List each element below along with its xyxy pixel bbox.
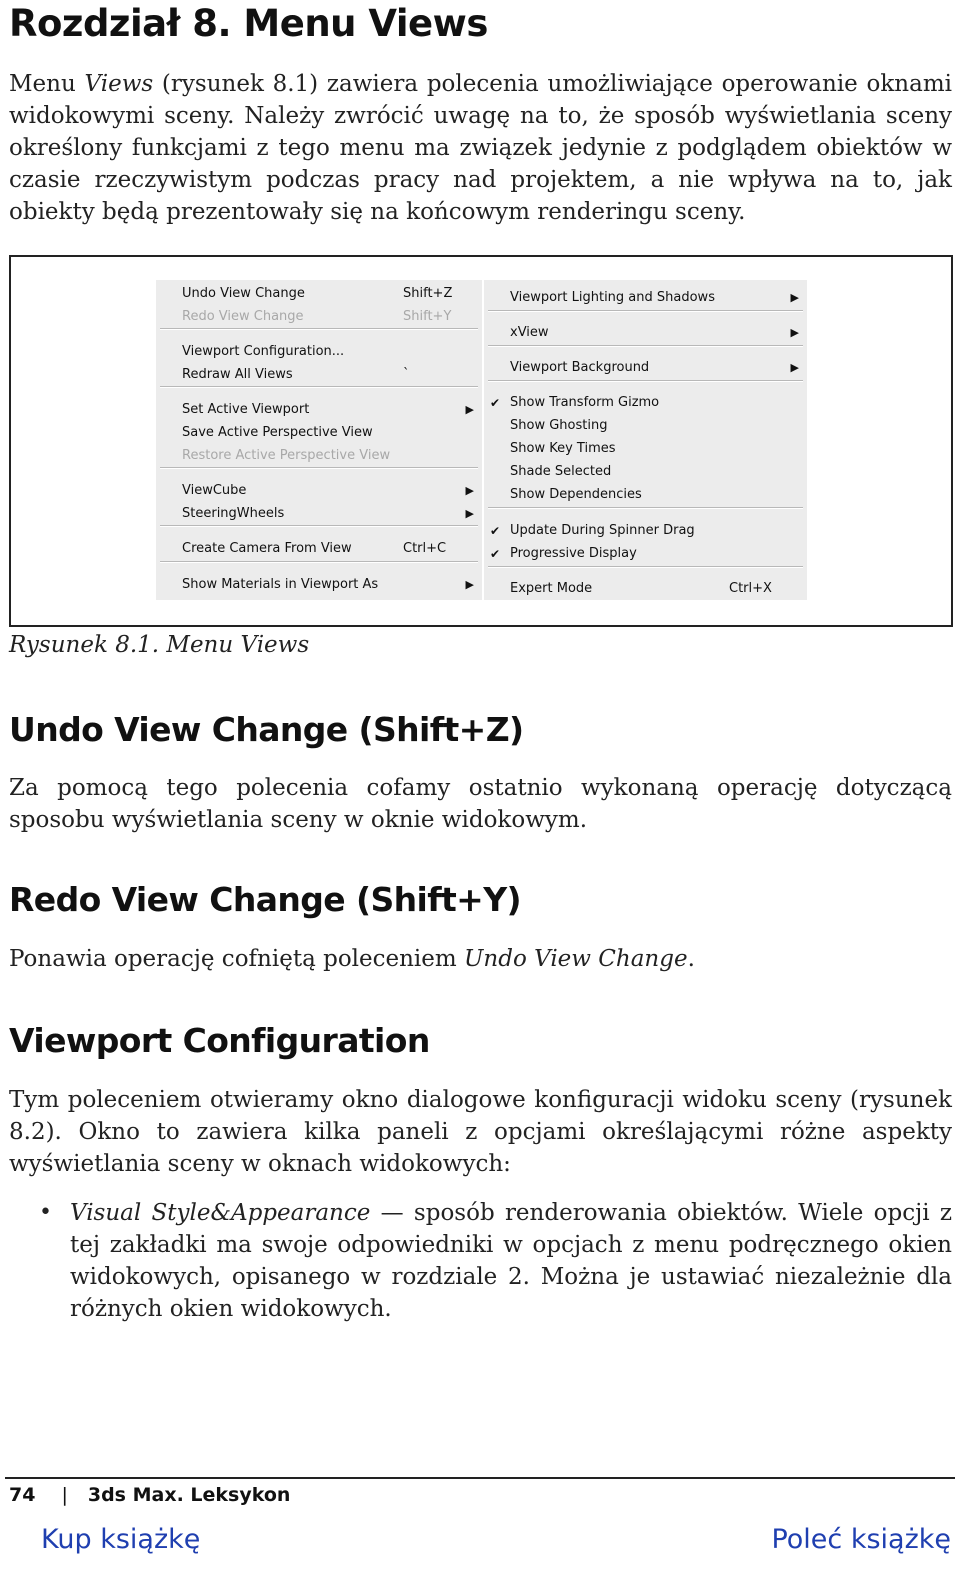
menu-item-expert-mode[interactable] — [484, 578, 807, 600]
footer-separator: | — [61, 1484, 68, 1506]
menu-item-update-during-spinner-drag[interactable] — [484, 520, 807, 542]
menu-item-set-active-viewport[interactable] — [156, 399, 482, 421]
section-text-viewport-config: Tym poleceniem otwieramy okno dialogowe konfiguracji widoku sceny (rysunek 8.2). Okno to zawiera kilka paneli z opcjami określającymi różne aspekty wyświetlania sceny w oknach widokowych: — [9, 1087, 952, 1177]
menu-item-label: Show Transform Gizmo — [510, 395, 660, 410]
checkmark-icon: ✔ — [490, 547, 501, 561]
menu-separator — [160, 561, 478, 563]
submenu-arrow-icon: ▶ — [790, 361, 799, 374]
menu-item-show-ghosting[interactable] — [484, 415, 807, 437]
menu-separator — [160, 328, 478, 330]
menu-separator — [160, 467, 478, 469]
menu-item-restore-active-perspective-view[interactable] — [156, 445, 482, 467]
page-footer — [9, 1484, 290, 1506]
section-heading-redo: Redo View Change (Shift+Y) — [9, 880, 521, 919]
menu-item-shortcut: Shift+Z — [403, 286, 453, 301]
menu-item-redo-view-change[interactable] — [156, 306, 482, 328]
section-text-redo — [9, 943, 952, 975]
menu-item-save-active-perspective-view[interactable] — [156, 422, 482, 444]
intro-paragraph — [9, 68, 952, 228]
menu-item-shortcut: Ctrl+C — [403, 541, 447, 556]
views-menu-right-column — [484, 280, 807, 600]
checkmark-icon: ✔ — [490, 396, 501, 410]
menu-item-label: Viewport Lighting and Shadows — [510, 290, 715, 305]
list-item — [9, 1197, 952, 1325]
bullet-icon: • — [39, 1200, 52, 1225]
menu-item-label: Restore Active Perspective View — [182, 448, 391, 463]
submenu-arrow-icon: ▶ — [790, 326, 799, 339]
menu-item-label: Show Ghosting — [510, 418, 608, 433]
menu-item-label: Show Materials in Viewport As — [182, 577, 379, 592]
section-heading-undo: Undo View Change (Shift+Z) — [9, 710, 524, 749]
menu-item-label: Progressive Display — [510, 546, 637, 561]
menu-item-viewport-background[interactable] — [484, 357, 807, 379]
redo-text-start: Ponawia operację cofniętą poleceniem — [9, 946, 465, 972]
menu-item-redraw-all-views[interactable] — [156, 364, 482, 386]
menu-item-show-transform-gizmo[interactable] — [484, 392, 807, 414]
menu-item-shortcut: Shift+Y — [403, 309, 452, 324]
menu-item-undo-view-change[interactable] — [156, 283, 482, 305]
intro-text-rest: (rysunek 8.1) zawiera polecenia umożliwiające operowanie oknami widokowymi sceny. Należy zwrócić uwagę na to, że sposób wyświetlania sceny określony funkcjami z tego menu ma związek jedynie z podglądem obiektów w czasie rzeczywistym podczas pracy nad projektem, a nie wpływa na to, jak obiekty będą prezentowały się na końcowym renderingu sceny. — [9, 71, 952, 225]
submenu-arrow-icon: ▶ — [465, 403, 474, 416]
menu-item-show-dependencies[interactable] — [484, 484, 807, 506]
menu-separator — [488, 566, 803, 568]
menu-item-viewport-lighting-and-shadows[interactable] — [484, 287, 807, 309]
footer-divider — [5, 1477, 955, 1479]
menu-item-label: Redo View Change — [182, 309, 304, 324]
submenu-arrow-icon: ▶ — [465, 484, 474, 497]
menu-item-show-materials-in-viewport-as[interactable] — [156, 574, 482, 596]
menu-item-label: Show Key Times — [510, 441, 616, 456]
intro-term: Views — [84, 71, 154, 97]
menu-item-shortcut: Ctrl+X — [729, 581, 772, 596]
menu-item-label: SteeringWheels — [182, 506, 285, 521]
section-heading-viewport-config: Viewport Configuration — [9, 1021, 430, 1060]
views-menu-left-column — [156, 280, 482, 600]
menu-separator — [488, 310, 803, 312]
menu-item-label: Save Active Perspective View — [182, 425, 373, 440]
menu-item-label: Create Camera From View — [182, 541, 352, 556]
menu-item-viewport-configuration[interactable] — [156, 341, 482, 363]
figure-caption: Rysunek 8.1. Menu Views — [9, 632, 310, 658]
menu-item-progressive-display[interactable] — [484, 543, 807, 565]
submenu-arrow-icon: ▶ — [465, 578, 474, 591]
section-text-undo: Za pomocą tego polecenia cofamy ostatnio wykonaną operację dotyczącą sposobu wyświetlania sceny w oknie widokowym. — [9, 775, 952, 833]
menu-item-shortcut: ` — [403, 367, 410, 382]
menu-item-label: ViewCube — [182, 483, 247, 498]
figure-menu-views — [9, 255, 953, 627]
book-title: 3ds Max. Leksykon — [87, 1484, 291, 1506]
menu-item-steeringwheels[interactable] — [156, 503, 482, 525]
recommend-book-link[interactable]: Poleć książkę — [771, 1524, 951, 1555]
menu-item-label: Set Active Viewport — [182, 402, 310, 417]
list-item-term: Visual Style&Appearance — [70, 1200, 371, 1226]
menu-item-label: Update During Spinner Drag — [510, 523, 695, 538]
chapter-title: Rozdział 8. Menu Views — [9, 2, 488, 45]
menu-item-label: Viewport Background — [510, 360, 650, 375]
menu-item-label: Show Dependencies — [510, 487, 642, 502]
checkmark-icon: ✔ — [490, 524, 501, 538]
menu-separator — [488, 380, 803, 382]
menu-separator — [160, 525, 478, 527]
menu-item-label: xView — [510, 325, 549, 340]
options-list — [9, 1197, 952, 1325]
menu-separator — [160, 386, 478, 388]
list-item-text: — sposób renderowania obiektów. Wiele opcji z tej zakładki ma swoje odpowiedniki w opcjach z menu podręcznego okien widokowych, opisanego w rozdziale 2. Można je ustawiać niezależnie dla różnych okien widokowych. — [70, 1200, 952, 1322]
menu-item-shade-selected[interactable] — [484, 461, 807, 483]
submenu-arrow-icon: ▶ — [790, 291, 799, 304]
redo-text-end: . — [687, 946, 695, 972]
menu-separator — [488, 507, 803, 509]
menu-item-xview[interactable] — [484, 322, 807, 344]
submenu-arrow-icon: ▶ — [465, 507, 474, 520]
menu-item-show-key-times[interactable] — [484, 438, 807, 460]
buy-book-link[interactable]: Kup książkę — [41, 1524, 201, 1555]
menu-item-viewcube[interactable] — [156, 480, 482, 502]
menu-item-create-camera-from-view[interactable] — [156, 538, 482, 560]
menu-item-label: Viewport Configuration... — [182, 344, 345, 359]
menu-item-label: Redraw All Views — [182, 367, 293, 382]
intro-text-start: Menu — [9, 71, 85, 97]
menu-item-label: Expert Mode — [510, 581, 593, 596]
menu-item-label: Undo View Change — [182, 286, 305, 301]
redo-term: Undo View Change — [464, 946, 688, 972]
page-number: 74 — [9, 1484, 36, 1506]
menu-separator — [488, 345, 803, 347]
menu-item-label: Shade Selected — [510, 464, 612, 479]
